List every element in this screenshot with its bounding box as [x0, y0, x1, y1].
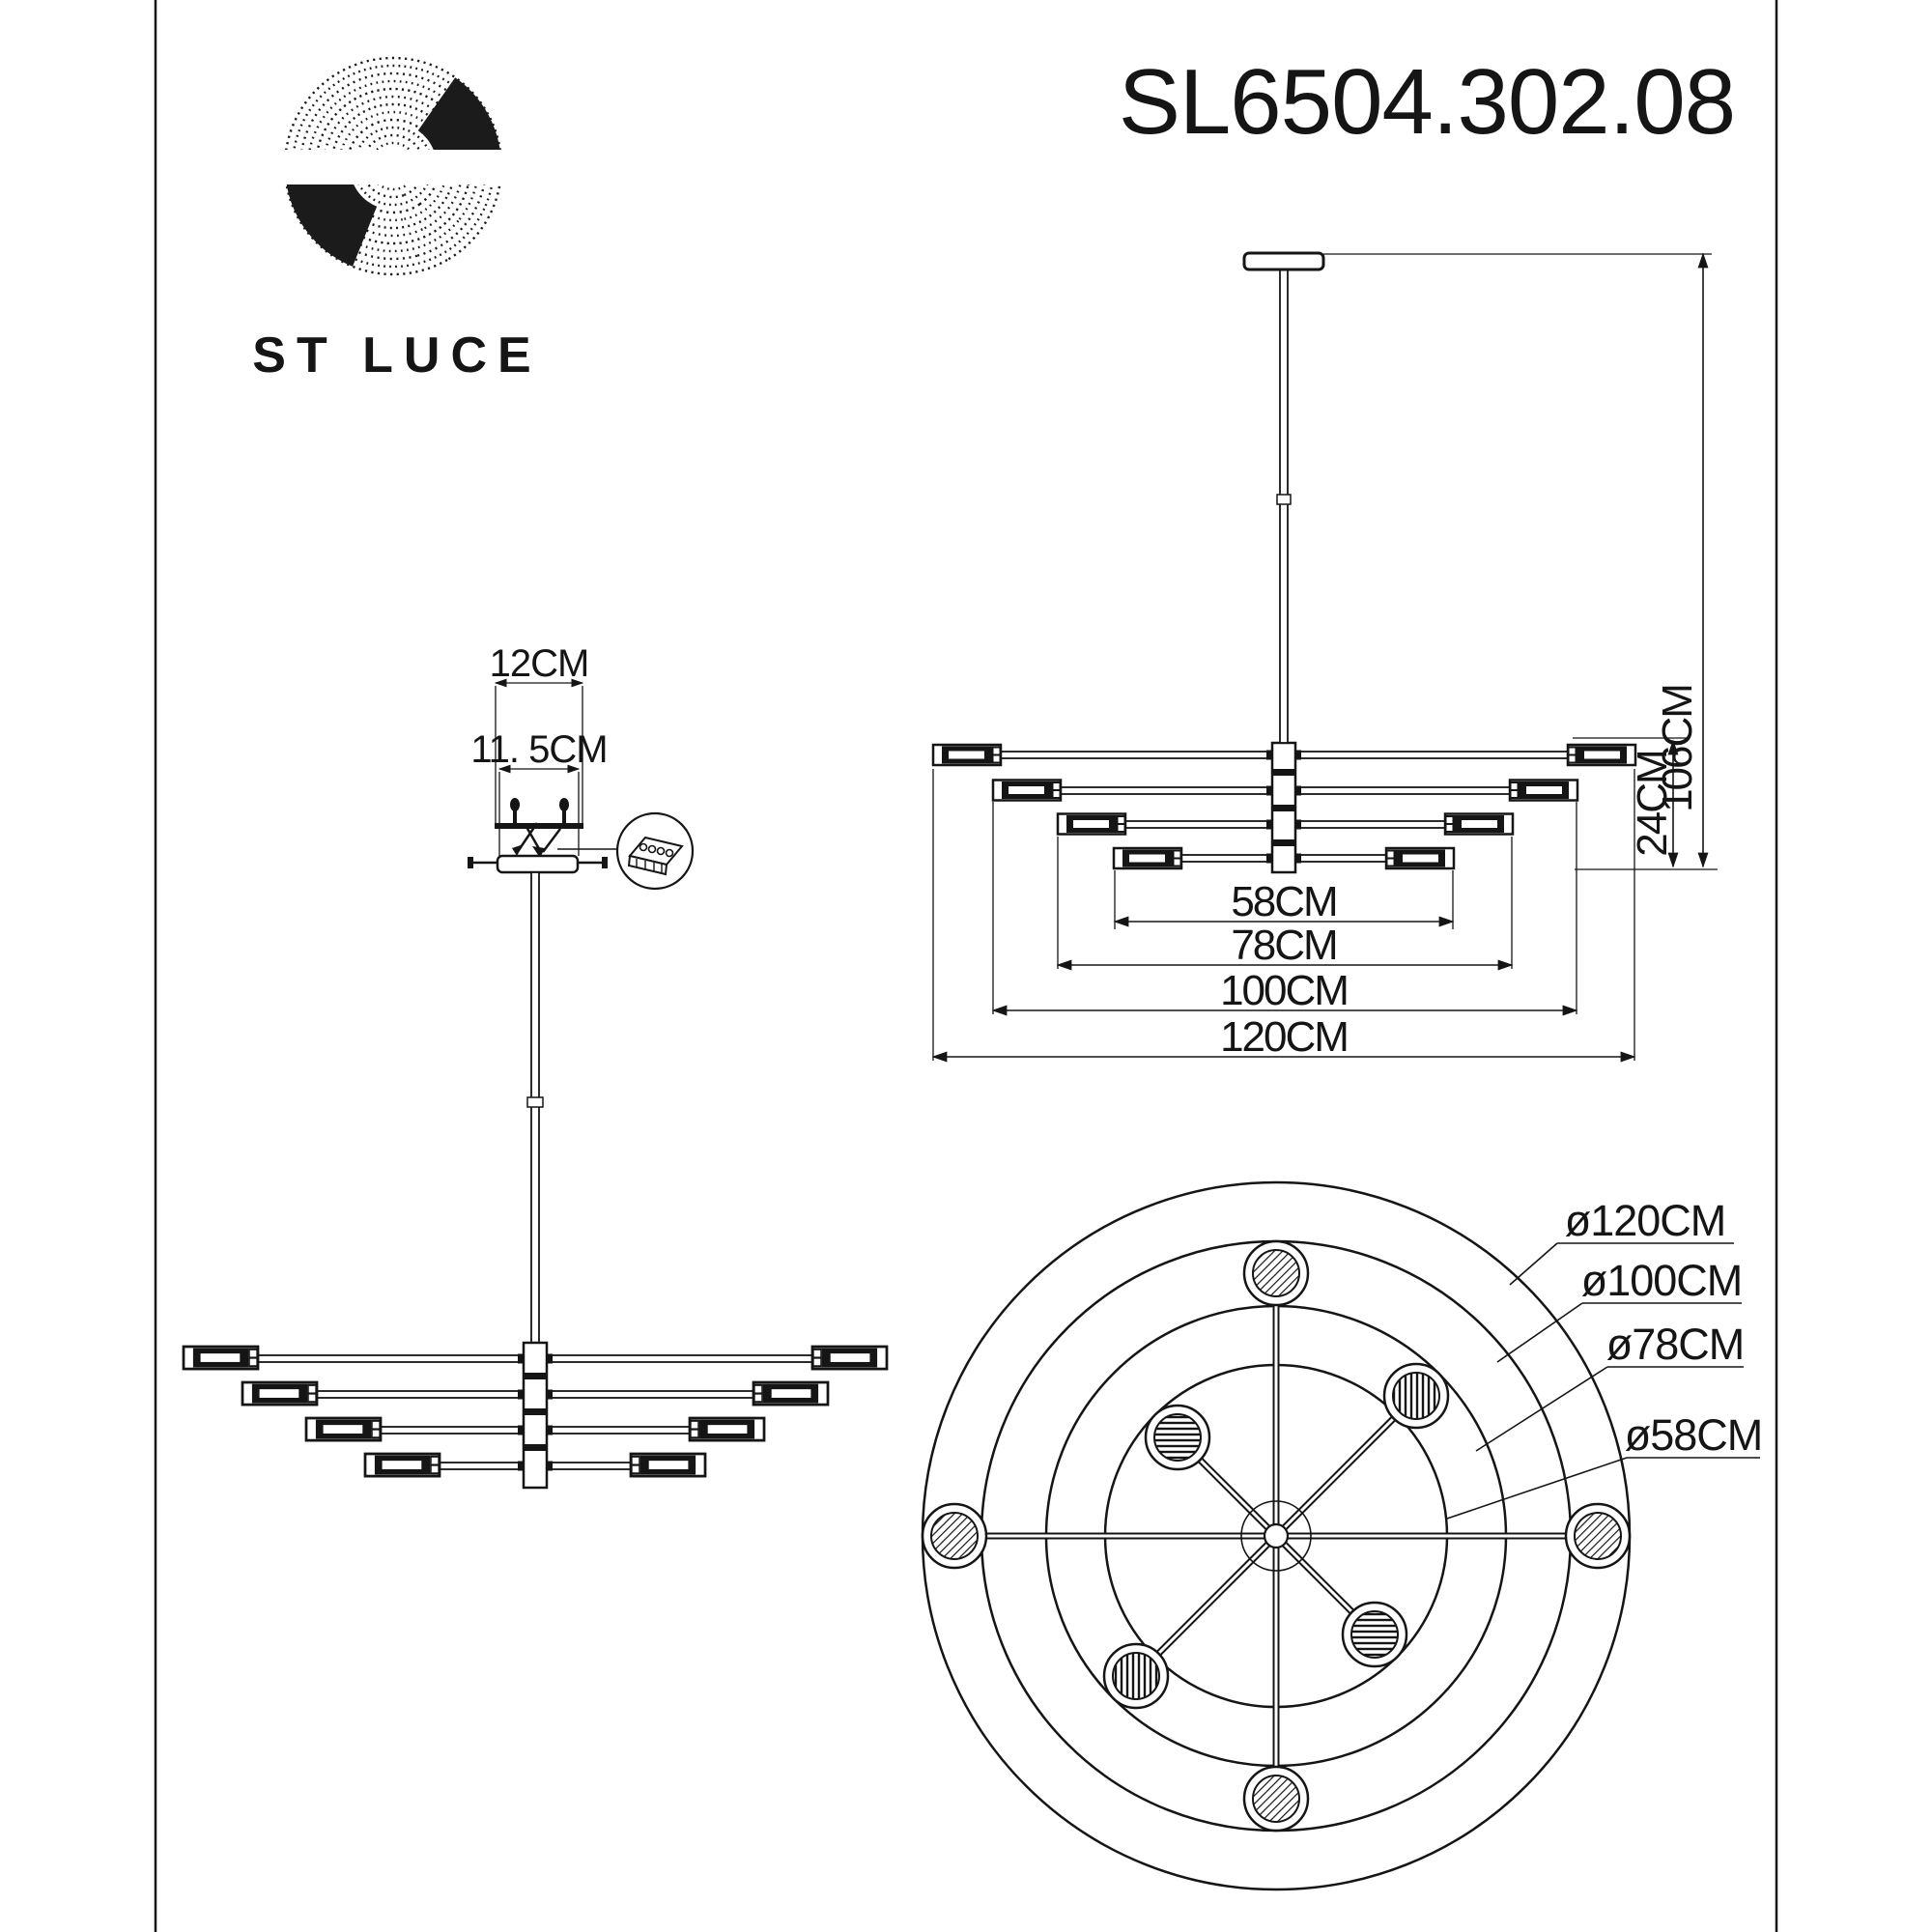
lamp-northwest — [1146, 1406, 1209, 1469]
dim-label-120cm: 120CM — [1220, 1013, 1348, 1061]
dim-label-106cm: 106CM — [1654, 685, 1701, 812]
side-view-rod-joint — [527, 1097, 543, 1107]
dim-label-12cm: 12CM — [489, 642, 589, 685]
dia-label-78cm: ø78CM — [1605, 1320, 1745, 1369]
side-view-column — [518, 1343, 553, 1488]
side-view — [184, 642, 887, 1488]
lamp-northeast — [1384, 1364, 1448, 1428]
front-view-rod — [1280, 270, 1288, 743]
front-view-rod-joint — [1277, 495, 1291, 504]
lamp-southeast — [1343, 1603, 1406, 1666]
lamp-east — [1566, 1504, 1630, 1568]
lamp-west — [923, 1504, 986, 1568]
dia-label-58cm: ø58CM — [1624, 1410, 1763, 1460]
logo-s-band — [281, 150, 505, 185]
dim-label-24cm: 24CM — [1629, 751, 1676, 857]
dia-label-120cm: ø120CM — [1564, 1196, 1726, 1245]
lamp-north — [1244, 1241, 1308, 1305]
top-view-hub — [1264, 1524, 1288, 1548]
front-view-canopy — [1244, 253, 1323, 270]
brand-name: ST LUCE — [252, 327, 542, 384]
top-view — [923, 1182, 1762, 1889]
dim-label-100cm: 100CM — [1220, 967, 1348, 1014]
dim-label-78cm: 78CM — [1231, 922, 1337, 969]
lamp-south — [1244, 1767, 1308, 1831]
dia-label-100cm: ø100CM — [1580, 1256, 1743, 1305]
dim-label-11-5cm: 11. 5CM — [470, 728, 608, 771]
brand-logo — [245, 18, 541, 314]
lamp-southwest — [1104, 1644, 1168, 1708]
terminal-block-detail — [617, 813, 693, 889]
dim-label-58cm: 58CM — [1231, 878, 1337, 925]
front-view-column — [1266, 743, 1301, 872]
front-view — [933, 253, 1718, 1061]
canopy-witness-lines — [499, 769, 579, 856]
model-number: SL6504.302.08 — [1118, 50, 1736, 154]
side-view-canopy — [468, 856, 608, 872]
